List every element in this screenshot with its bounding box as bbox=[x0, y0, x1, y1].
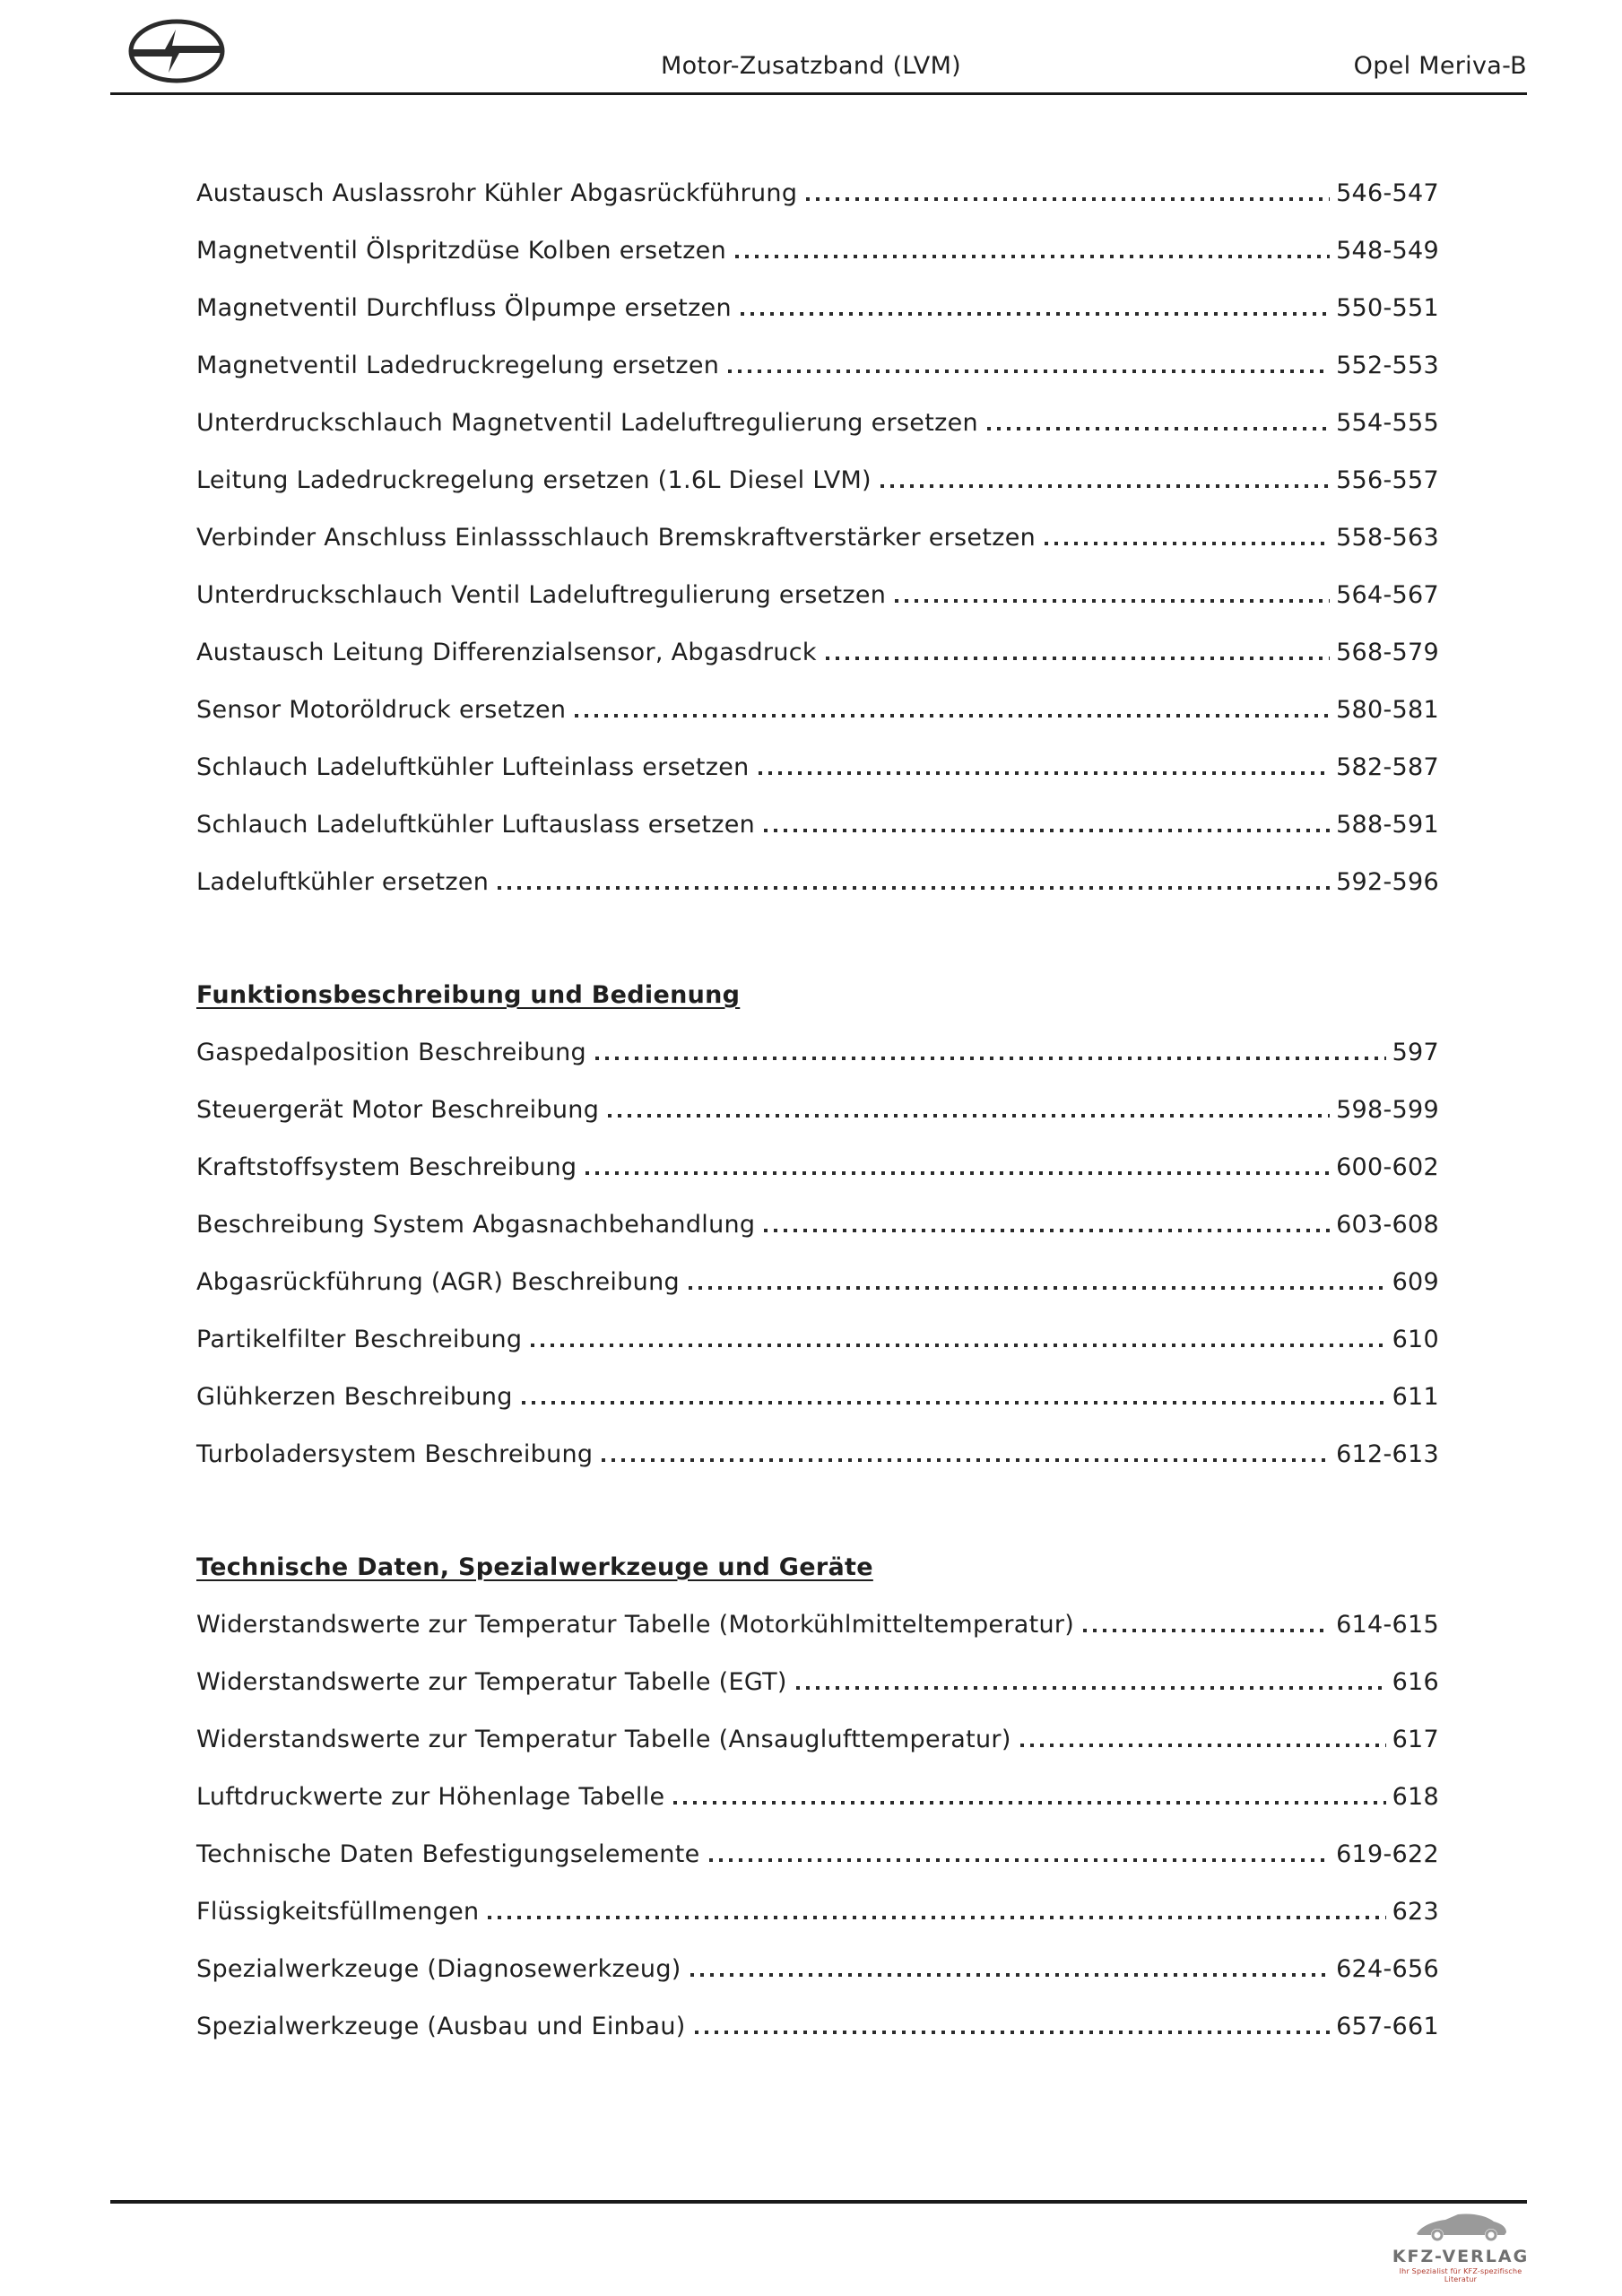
toc-entry bbox=[196, 1783, 1439, 1812]
toc-entry-title: Sensor Motoröldruck ersetzen bbox=[196, 696, 567, 724]
toc-entry-title: Turboladersystem Beschreibung bbox=[196, 1440, 594, 1468]
toc-entry-leader bbox=[673, 1801, 1385, 1805]
toc-entry-leader bbox=[1083, 1629, 1330, 1632]
toc-entry bbox=[196, 753, 1439, 782]
toc-entry-pages: 611 bbox=[1392, 1383, 1439, 1411]
toc-entry-title: Widerstandswerte zur Temperatur Tabelle (Motorkühlmitteltemperatur) bbox=[196, 1611, 1075, 1639]
document-title: Motor-Zusatzband (LVM) bbox=[660, 52, 962, 80]
toc-entry-pages: 580-581 bbox=[1336, 696, 1439, 724]
toc-entry-leader bbox=[1045, 542, 1330, 545]
toc-entry bbox=[196, 811, 1439, 839]
toc-entry-pages: 616 bbox=[1392, 1668, 1439, 1696]
toc-entry-pages: 600-602 bbox=[1336, 1153, 1439, 1181]
toc-entry bbox=[196, 1326, 1439, 1354]
toc-entry bbox=[196, 1211, 1439, 1239]
toc-entry bbox=[196, 524, 1439, 552]
toc-entry-pages: 592-596 bbox=[1336, 868, 1439, 896]
toc-entry-leader bbox=[895, 599, 1330, 603]
toc-entry-pages: 623 bbox=[1392, 1898, 1439, 1926]
toc-entry-leader bbox=[796, 1686, 1386, 1690]
toc-entry-title: Widerstandswerte zur Temperatur Tabelle (EGT) bbox=[196, 1668, 787, 1696]
toc-entry bbox=[196, 352, 1439, 380]
toc-entry-pages: 597 bbox=[1392, 1039, 1439, 1066]
toc-entry-title: Leitung Ladedruckregelung ersetzen (1.6L Diesel LVM) bbox=[196, 466, 872, 494]
toc-entry-leader bbox=[709, 1858, 1331, 1862]
toc-entry-title: Verbinder Anschluss Einlassschlauch Bremskraftverstärker ersetzen bbox=[196, 524, 1037, 552]
toc-entry-title: Flüssigkeitsfüllmengen bbox=[196, 1898, 480, 1926]
toc-entry-pages: 568-579 bbox=[1336, 639, 1439, 666]
toc-entry-pages: 624-656 bbox=[1336, 1955, 1439, 1983]
toc-entry-pages: 618 bbox=[1392, 1783, 1439, 1811]
section-list bbox=[196, 1611, 1439, 2041]
toc-entry-leader bbox=[602, 1458, 1330, 1462]
toc-entry bbox=[196, 409, 1439, 438]
toc-entry-title: Spezialwerkzeuge (Ausbau und Einbau) bbox=[196, 2013, 686, 2040]
toc-entry-title: Gaspedalposition Beschreibung bbox=[196, 1039, 586, 1066]
toc-entry-title: Austausch Leitung Differenzialsensor, Abgasdruck bbox=[196, 639, 817, 666]
toc-entry bbox=[196, 1096, 1439, 1125]
toc-section bbox=[196, 1553, 1439, 2041]
toc-entry-leader bbox=[1020, 1744, 1386, 1747]
toc-entry bbox=[196, 1898, 1439, 1926]
toc-entry bbox=[196, 1153, 1439, 1182]
toc-entry-title: Technische Daten Befestigungselemente bbox=[196, 1840, 700, 1868]
toc-entry-leader bbox=[764, 1229, 1330, 1232]
toc-entry-leader bbox=[488, 1916, 1385, 1919]
section-heading: Funktionsbeschreibung und Bedienung bbox=[196, 981, 741, 1009]
toc-entry-title: Magnetventil Ladedruckregelung ersetzen bbox=[196, 352, 720, 379]
toc-entry-title: Magnetventil Ölspritzdüse Kolben ersetzen bbox=[196, 237, 726, 265]
publisher-tagline: Ihr Spezialist für KFZ-spezifische Literatur bbox=[1399, 2267, 1522, 2283]
toc-entry-title: Austausch Auslassrohr Kühler Abgasrückführung bbox=[196, 179, 798, 207]
toc-entry-leader bbox=[608, 1114, 1330, 1118]
toc-entry-pages: 610 bbox=[1392, 1326, 1439, 1353]
footer-divider bbox=[110, 2200, 1527, 2204]
toc-entry-title: Luftdruckwerte zur Höhenlage Tabelle bbox=[196, 1783, 665, 1811]
toc-entry-pages: 556-557 bbox=[1336, 466, 1439, 494]
toc-entry-leader bbox=[695, 2031, 1330, 2034]
toc-entry bbox=[196, 2013, 1439, 2041]
toc-entry-pages: 619-622 bbox=[1336, 1840, 1439, 1868]
section-list bbox=[196, 1039, 1439, 1469]
toc-entry bbox=[196, 1611, 1439, 1639]
toc-entry-pages: 657-661 bbox=[1336, 2013, 1439, 2040]
section-heading: Technische Daten, Spezialwerkzeuge und Geräte bbox=[196, 1553, 873, 1581]
toc-entry bbox=[196, 1955, 1439, 1984]
toc-entry-title: Widerstandswerte zur Temperatur Tabelle (Ansauglufttemperatur) bbox=[196, 1726, 1011, 1753]
toc-entry-title: Magnetventil Durchfluss Ölpumpe ersetzen bbox=[196, 294, 732, 322]
toc-entry-pages: 588-591 bbox=[1336, 811, 1439, 839]
toc-entry-leader bbox=[690, 1973, 1330, 1977]
toc-entry-title: Abgasrückführung (AGR) Beschreibung bbox=[196, 1268, 680, 1296]
toc-entry-title: Schlauch Ladeluftkühler Luftauslass ersetzen bbox=[196, 811, 756, 839]
section-list bbox=[196, 179, 1439, 897]
toc-entry-title: Unterdruckschlauch Ventil Ladeluftregulierung ersetzen bbox=[196, 581, 887, 609]
toc-entry-pages: 609 bbox=[1392, 1268, 1439, 1296]
publisher-logo bbox=[1384, 2210, 1537, 2283]
toc-entry bbox=[196, 581, 1439, 610]
toc-entry bbox=[196, 237, 1439, 265]
toc-entry-pages: 614-615 bbox=[1336, 1611, 1439, 1639]
toc-entry bbox=[196, 1383, 1439, 1412]
toc-entry bbox=[196, 1840, 1439, 1869]
toc-entry-pages: 550-551 bbox=[1336, 294, 1439, 322]
toc-entry-pages: 612-613 bbox=[1336, 1440, 1439, 1468]
toc-entry-pages: 603-608 bbox=[1336, 1211, 1439, 1239]
toc-entry bbox=[196, 1668, 1439, 1697]
table-of-contents bbox=[196, 0, 1439, 2070]
car-icon bbox=[1384, 2210, 1537, 2246]
toc-entry-leader bbox=[880, 484, 1330, 488]
toc-entry-pages: 554-555 bbox=[1336, 409, 1439, 437]
toc-entry bbox=[196, 1039, 1439, 1067]
toc-entry bbox=[196, 179, 1439, 208]
model-name: Opel Meriva-B bbox=[1353, 52, 1527, 80]
toc-entry-leader bbox=[728, 370, 1330, 373]
toc-entry-title: Kraftstoffsystem Beschreibung bbox=[196, 1153, 577, 1181]
toc-entry-pages: 582-587 bbox=[1336, 753, 1439, 781]
toc-entry-leader bbox=[826, 657, 1330, 660]
toc-entry bbox=[196, 1726, 1439, 1754]
toc-entry-title: Unterdruckschlauch Magnetventil Ladeluftregulierung ersetzen bbox=[196, 409, 978, 437]
toc-entry bbox=[196, 1440, 1439, 1469]
toc-entry-leader bbox=[735, 255, 1330, 258]
toc-entry-leader bbox=[689, 1286, 1386, 1290]
toc-entry bbox=[196, 696, 1439, 725]
toc-entry-leader bbox=[522, 1401, 1386, 1405]
toc-entry bbox=[196, 294, 1439, 323]
toc-entry-title: Partikelfilter Beschreibung bbox=[196, 1326, 523, 1353]
toc-entry-leader bbox=[987, 427, 1330, 430]
toc-entry-leader bbox=[764, 829, 1330, 832]
toc-entry-pages: 552-553 bbox=[1336, 352, 1439, 379]
toc-entry bbox=[196, 639, 1439, 667]
toc-entry-leader bbox=[498, 886, 1330, 890]
toc-entry-title: Schlauch Ladeluftkühler Lufteinlass ersetzen bbox=[196, 753, 750, 781]
toc-entry-pages: 564-567 bbox=[1336, 581, 1439, 609]
toc-section bbox=[196, 981, 1439, 1469]
toc-entry-title: Glühkerzen Beschreibung bbox=[196, 1383, 513, 1411]
toc-entry-leader bbox=[741, 312, 1330, 316]
toc-section bbox=[196, 179, 1439, 897]
toc-entry-leader bbox=[585, 1171, 1330, 1175]
toc-entry-leader bbox=[531, 1344, 1385, 1347]
toc-entry-pages: 598-599 bbox=[1336, 1096, 1439, 1124]
toc-entry-title: Spezialwerkzeuge (Diagnosewerkzeug) bbox=[196, 1955, 681, 1983]
toc-entry-pages: 548-549 bbox=[1336, 237, 1439, 265]
toc-entry-pages: 546-547 bbox=[1336, 179, 1439, 207]
toc-entry-leader bbox=[806, 197, 1330, 201]
toc-entry-leader bbox=[595, 1057, 1386, 1060]
toc-entry-leader bbox=[575, 714, 1330, 718]
toc-entry-title: Beschreibung System Abgasnachbehandlung bbox=[196, 1211, 756, 1239]
publisher-name: KFZ-VERLAG bbox=[1392, 2247, 1530, 2266]
toc-entry-title: Ladeluftkühler ersetzen bbox=[196, 868, 490, 896]
toc-entry-pages: 558-563 bbox=[1336, 524, 1439, 552]
toc-entry bbox=[196, 868, 1439, 897]
toc-entry-leader bbox=[759, 771, 1331, 775]
toc-entry-title: Steuergerät Motor Beschreibung bbox=[196, 1096, 600, 1124]
toc-entry bbox=[196, 466, 1439, 495]
toc-entry bbox=[196, 1268, 1439, 1297]
toc-entry-pages: 617 bbox=[1392, 1726, 1439, 1753]
